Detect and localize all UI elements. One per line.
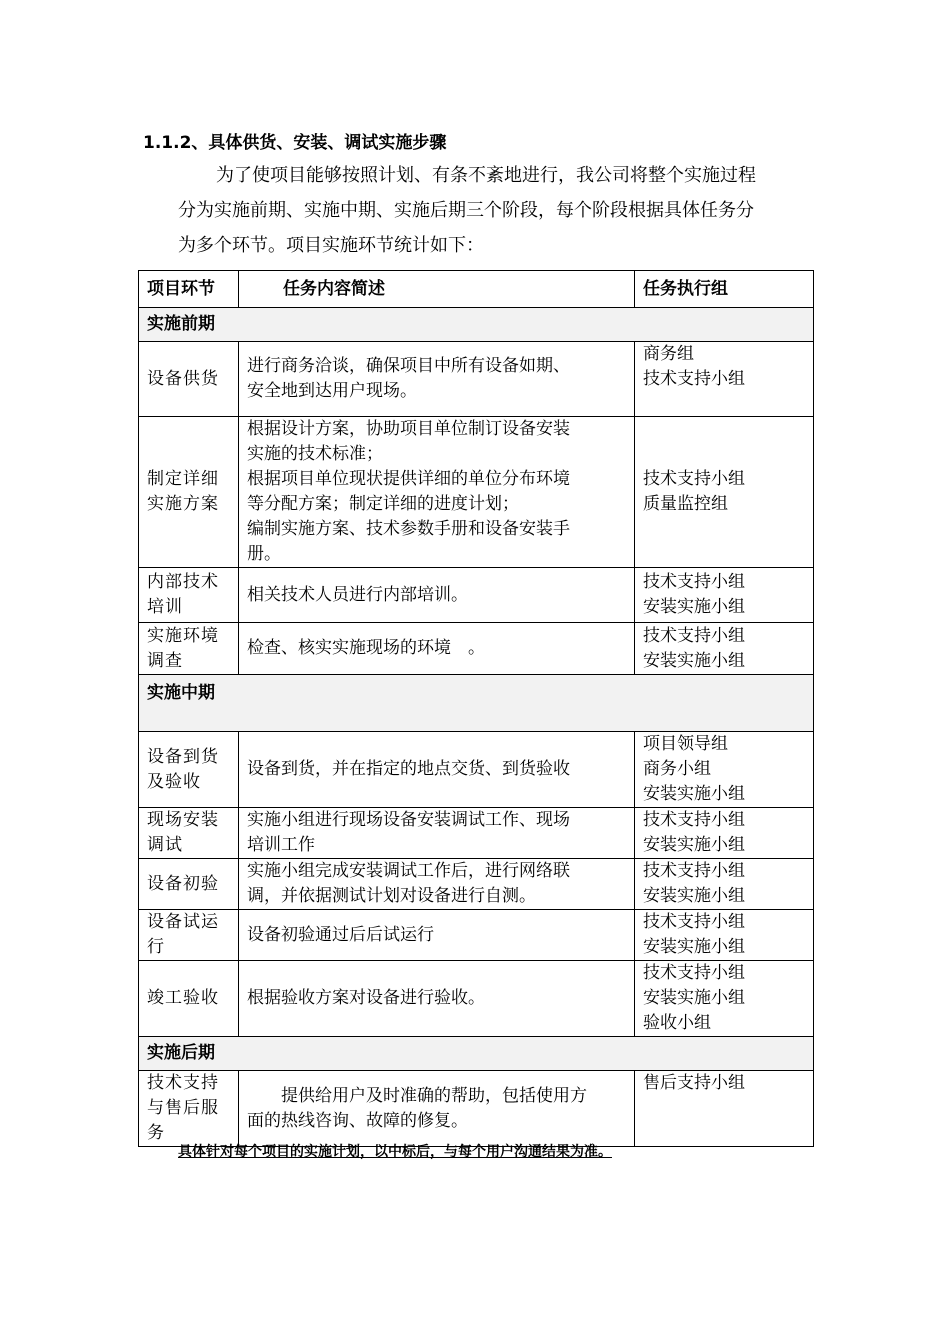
stage-cell: 设备到货 及验收 (139, 732, 239, 808)
stage-cell: 内部技术 培训 (139, 568, 239, 623)
stage-cell: 设备试运 行 (139, 910, 239, 961)
section-heading: 1.1.2、具体供货、安装、调试实施步骤 (143, 133, 447, 153)
intro-line: 分为实施前期、实施中期、实施后期三个阶段，每个阶段根据具体任务分 (178, 200, 754, 221)
group-cell: 技术支持小组 安装实施小组 验收小组 (635, 961, 814, 1037)
phase-row (139, 308, 814, 342)
table-row (139, 417, 814, 568)
table-row (139, 568, 814, 623)
intro-line: 为多个环节。项目实施环节统计如下： (178, 235, 484, 256)
group-cell: 技术支持小组 安装实施小组 (635, 808, 814, 859)
phase-label: 实施后期 (139, 1037, 814, 1071)
implementation-table (138, 270, 814, 1147)
stage-cell: 现场安装 调试 (139, 808, 239, 859)
group-cell: 技术支持小组 安装实施小组 (635, 623, 814, 675)
group-cell: 技术支持小组 质量监控组 (635, 417, 814, 568)
intro-line: 为了使项目能够按照计划、有条不紊地进行，我公司将整个实施过程 (216, 165, 756, 186)
table-row (139, 342, 814, 417)
stage-cell: 制定详细 实施方案 (139, 417, 239, 568)
intro-paragraph (178, 158, 818, 263)
task-cell: 实施小组进行现场设备安装调试工作、现场 培训工作 (239, 808, 635, 859)
table-row (139, 859, 814, 910)
phase-label: 实施前期 (139, 308, 814, 342)
footnote: 具体针对每个项目的实施计划，以中标后，与每个用户沟通结果为准。 (178, 1144, 612, 1160)
task-cell: 检查、核实实施现场的环境 。 (239, 623, 635, 675)
task-cell: 实施小组完成安装调试工作后，进行网络联 调，并依据测试计划对设备进行自测。 (239, 859, 635, 910)
stage-cell: 实施环境 调查 (139, 623, 239, 675)
task-cell: 根据设计方案，协助项目单位制订设备安装 实施的技术标准； 根据项目单位现状提供详细的单位分布环境 等分配方案；制定详细的进度计划； 编制实施方案、技术参数手册和设备安装手 册。 (239, 417, 635, 568)
table-row (139, 732, 814, 808)
table-header-row (139, 271, 814, 308)
task-cell: 相关技术人员进行内部培训。 (239, 568, 635, 623)
table-row (139, 961, 814, 1037)
stage-cell: 设备供货 (139, 342, 239, 417)
task-cell: 提供给用户及时准确的帮助，包括使用方 面的热线咨询、故障的修复。 (239, 1071, 635, 1147)
group-cell: 技术支持小组 安装实施小组 (635, 910, 814, 961)
phase-row (139, 1037, 814, 1071)
table-row (139, 910, 814, 961)
task-cell: 根据验收方案对设备进行验收。 (239, 961, 635, 1037)
header-task: 任务内容简述 (239, 271, 635, 308)
group-cell: 项目领导组 商务小组 安装实施小组 (635, 732, 814, 808)
stage-cell: 设备初验 (139, 859, 239, 910)
header-group: 任务执行组 (635, 271, 814, 308)
header-stage: 项目环节 (139, 271, 239, 308)
group-cell: 技术支持小组 安装实施小组 (635, 859, 814, 910)
table-row (139, 808, 814, 859)
group-cell: 技术支持小组 安装实施小组 (635, 568, 814, 623)
table-row (139, 1071, 814, 1147)
task-cell: 设备到货，并在指定的地点交货、到货验收 (239, 732, 635, 808)
task-cell: 设备初验通过后后试运行 (239, 910, 635, 961)
phase-label: 实施中期 (139, 675, 814, 732)
table-row (139, 623, 814, 675)
task-cell: 进行商务洽谈，确保项目中所有设备如期、 安全地到达用户现场。 (239, 342, 635, 417)
stage-cell: 竣工验收 (139, 961, 239, 1037)
group-cell: 商务组 技术支持小组 (635, 342, 814, 417)
group-cell: 售后支持小组 (635, 1071, 814, 1147)
stage-cell: 技术支持 与售后服 务 (139, 1071, 239, 1147)
phase-row (139, 675, 814, 732)
